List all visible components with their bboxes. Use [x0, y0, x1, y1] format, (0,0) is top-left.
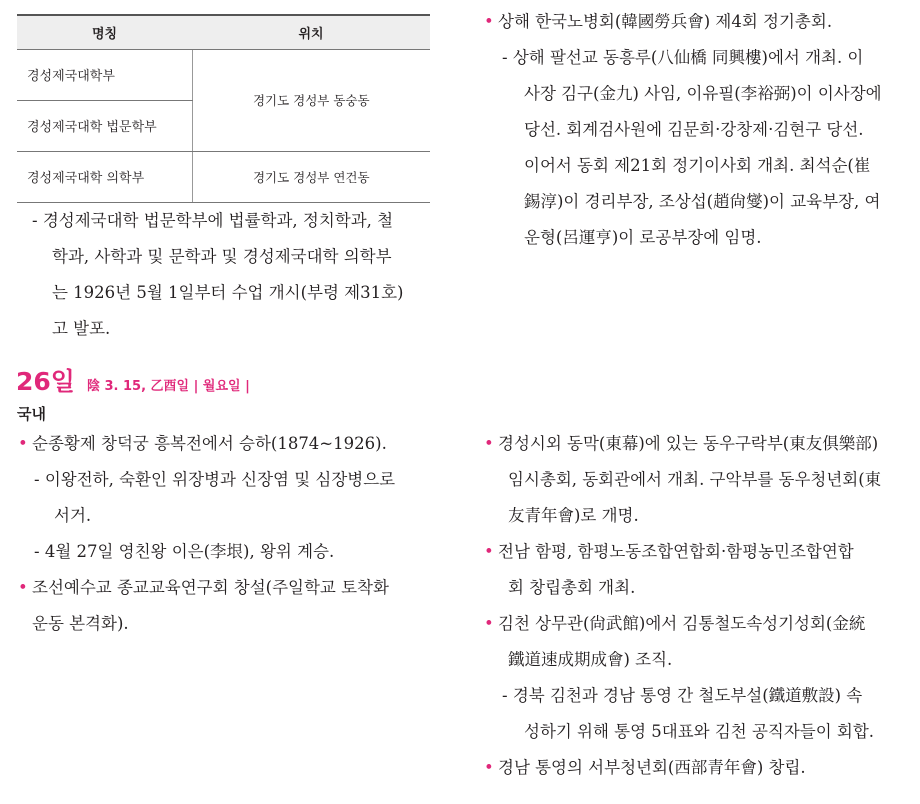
table-cell-location: 경기도 경성부 연건동 [192, 151, 430, 202]
text-line: 운동 본격화). [32, 614, 129, 633]
date-heading [16, 362, 250, 398]
table-row [17, 151, 430, 202]
text-line: 성하기 위해 통영 5대표와 김천 공직자들이 회합. [524, 722, 875, 741]
table-row [17, 49, 430, 100]
text-line: - 경북 김천과 경남 통영 간 철도부설(鐵道敷設) 속 [502, 686, 863, 705]
text-line: 이어서 동회 제21회 정기이사회 개최. 최석순(崔 [524, 156, 871, 175]
list-item [484, 4, 909, 40]
list-item [18, 570, 433, 642]
shanghai-list [484, 4, 909, 256]
date-day: 26일 [16, 367, 75, 396]
section-title: 국내 [17, 405, 46, 423]
bullet-icon: • [484, 542, 494, 561]
text-line: 錫淳)이 경리부장, 조상섭(趙尙燮)이 교육부장, 여 [524, 192, 881, 211]
text-line: 는 1926년 5월 1일부터 수업 개시(부령 제31호) [52, 283, 404, 302]
text-line: 鐵道速成期成會) 조직. [508, 650, 673, 669]
list-item [484, 40, 909, 256]
list-item [484, 750, 909, 786]
table-cell-name: 경성제국대학 법문학부 [17, 100, 192, 151]
date-detail: 陰 3. 15, 乙酉일 | 월요일 | [86, 379, 250, 394]
text-line: 고 발포. [52, 319, 111, 338]
text-line: - 상해 팔선교 동흥루(八仙橋 同興樓)에서 개최. 이 [502, 48, 864, 67]
text-line: 상해 한국노병회(韓國勞兵會) 제4회 정기총회. [498, 12, 833, 31]
text-line: - 4월 27일 영친왕 이은(李垠), 왕위 계승. [34, 542, 335, 561]
list-item [18, 462, 433, 534]
location-table [17, 14, 430, 203]
bullet-icon: • [484, 614, 494, 633]
text-line: 경성시외 동막(東幕)에 있는 동우구락부(東友俱樂部) [498, 434, 879, 453]
table-cell-name: 경성제국대학 의학부 [17, 151, 192, 202]
text-line: 학과, 사학과 및 문학과 및 경성제국대학 의학부 [52, 247, 392, 266]
list-item [484, 606, 909, 678]
text-line: 조선예수교 종교교육연구회 창설(주일학교 토착화 [32, 578, 389, 597]
list-item [18, 426, 433, 462]
list-item [484, 534, 909, 606]
text-line: 友青年會)로 개명. [508, 506, 639, 525]
text-line: - 경성제국대학 법문학부에 법률학과, 정치학과, 철 [32, 211, 394, 230]
bullet-icon: • [18, 578, 28, 597]
bullet-icon: • [484, 12, 494, 31]
domestic-list-right [484, 426, 909, 786]
table-header-name: 명칭 [17, 15, 192, 49]
bullet-icon: • [484, 434, 494, 453]
text-line: 서거. [54, 506, 92, 525]
table-cell-name: 경성제국대학부 [17, 49, 192, 100]
domestic-list-left [18, 426, 433, 642]
bullet-icon: • [484, 758, 494, 777]
law-faculty-note [32, 203, 432, 347]
list-item [18, 534, 433, 570]
table-header-location: 위치 [192, 15, 430, 49]
list-item [484, 426, 909, 534]
table-header-row [17, 15, 430, 49]
list-item [484, 678, 909, 750]
text-line: 당선. 회계검사원에 김문희·강창제·김현구 당선. [524, 120, 864, 139]
text-line: 김천 상무관(尙武館)에서 김통철도속성기성회(金統 [498, 614, 866, 633]
text-line: 사장 김구(金九) 사임, 이유필(李裕弼)이 이사장에 [524, 84, 882, 103]
text-line: - 이왕전하, 숙환인 위장병과 신장염 및 심장병으로 [34, 470, 396, 489]
text-line: 회 창립총회 개최. [508, 578, 636, 597]
text-line: 전남 함평, 함평노동조합연합회·함평농민조합연합 [498, 542, 854, 561]
text-line: 경남 통영의 서부청년회(西部青年會) 창립. [498, 758, 806, 777]
bullet-icon: • [18, 434, 28, 453]
text-line: 운형(呂運亨)이 로공부장에 임명. [524, 228, 762, 247]
text-line: 순종황제 창덕궁 흥복전에서 승하(1874~1926). [32, 434, 387, 453]
text-line: 임시총회, 동회관에서 개최. 구악부를 동우청년회(東 [508, 470, 882, 489]
table-cell-location: 경기도 경성부 동숭동 [192, 49, 430, 151]
